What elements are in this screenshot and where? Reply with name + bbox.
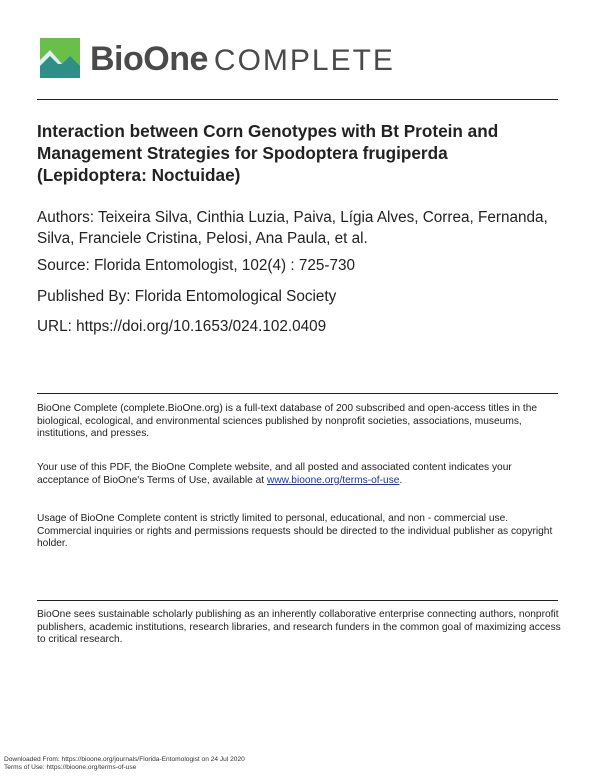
notice-divider-bottom xyxy=(37,600,558,601)
terms-of-use-link[interactable]: www.bioone.org/terms-of-use xyxy=(266,474,400,486)
article-publisher: Published By: Florida Entomological Society xyxy=(37,288,337,305)
terms-notice-suffix: . xyxy=(399,474,403,486)
footer-downloaded: Downloaded From: https://bioone.org/journals/Florida-Entomologist on 24 Jul 2020 xyxy=(4,756,245,763)
terms-notice-prefix: Your use of this PDF, the BioOne Complete website, and all posted and associated content indicates your acceptance of BioOne's Terms of Use, available at xyxy=(37,462,512,486)
article-authors: Authors: Teixeira Silva, Cinthia Luzia, Paiva, Lígia Alves, Correa, Fernanda, Silva, Franciele Cristina, Pelosi, Ana Paula, et al. xyxy=(37,209,548,247)
usage-notice: Usage of BioOne Complete content is strictly limited to personal, educational, and non - commercial use. Commercial inquiries or rights and permissions requests should be directed to the individual publisher as copyright holder. xyxy=(37,513,553,549)
about-notice: BioOne Complete (complete.BioOne.org) is a full-text database of 200 subscribed and open-access titles in the biological, ecological, and environmental sciences published by nonprofit societies, associations, museums, institutions, and presses. xyxy=(37,403,538,439)
brand-wordmark xyxy=(90,42,395,76)
brand-name-bold: BioOne xyxy=(90,40,208,78)
bioone-logo-icon xyxy=(40,38,80,78)
article-url[interactable]: URL: https://doi.org/10.1653/024.102.0409 xyxy=(37,318,327,335)
notice-divider-top xyxy=(37,393,558,394)
article-title: Interaction between Corn Genotypes with Bt Protein and Management Strategies for Spodoptera frugiperda (Lepidoptera: Noctuidae) xyxy=(37,121,499,185)
mission-statement: BioOne sees sustainable scholarly publishing as an inherently collaborative enterprise connecting authors, nonprofit publishers, academic institutions, research libraries, and research funders in the common goal of maximizing access to critical research. xyxy=(37,609,561,645)
brand-name-light: COMPLETE xyxy=(213,44,395,77)
header-divider xyxy=(37,99,558,100)
article-source: Source: Florida Entomologist, 102(4) : 725-730 xyxy=(37,257,356,274)
terms-notice xyxy=(37,462,562,487)
footer-terms: Terms of Use: https://bioone.org/terms-of-use xyxy=(4,764,137,771)
